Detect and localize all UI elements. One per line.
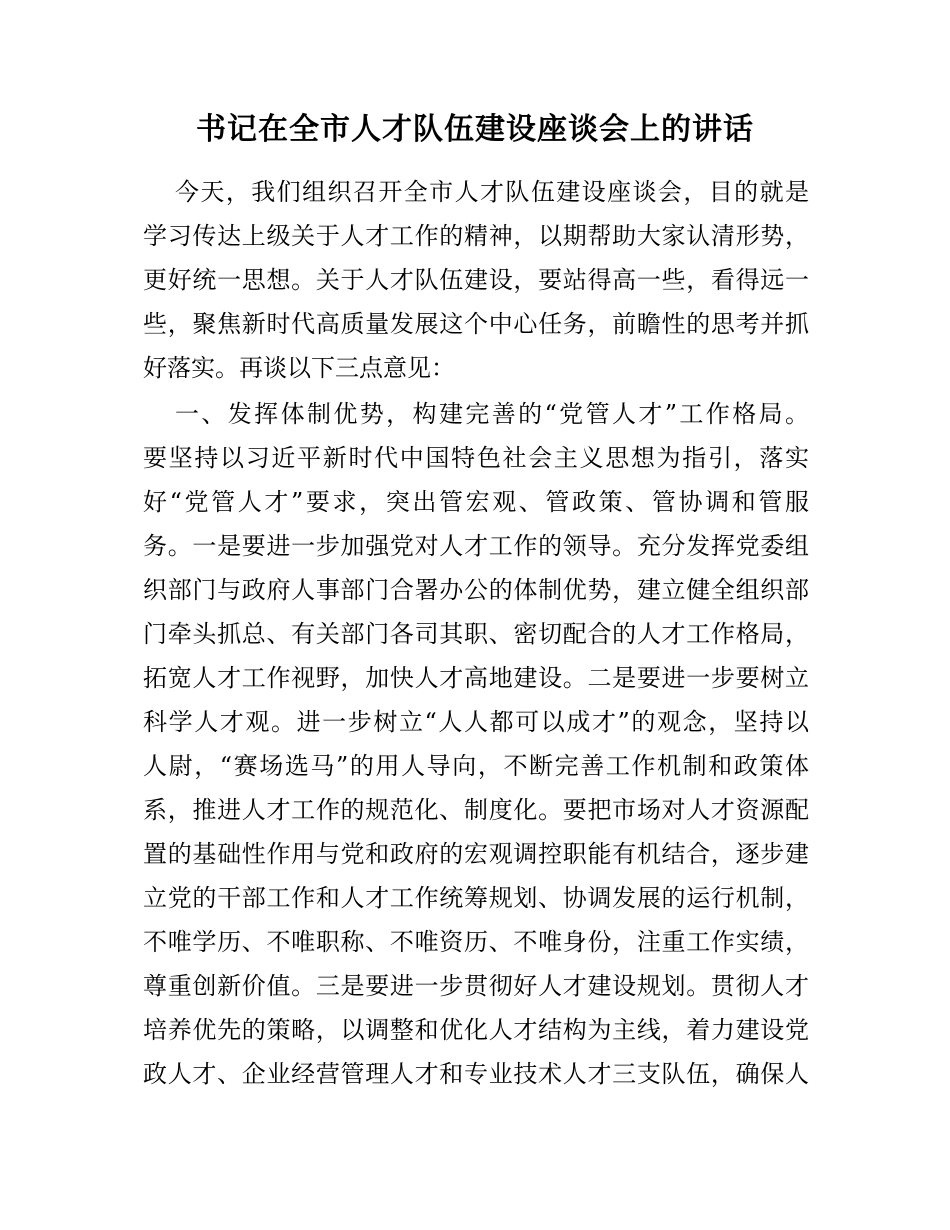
paragraph-2-line-7: 拓宽人才工作视野，加快人才高地建设。二是要进一步要树立 xyxy=(143,664,809,692)
paragraph-2-line-14: 尊重创新价值。三是要进一步贯彻好人才建设规划。贯彻人才 xyxy=(143,972,809,1000)
paragraph-2-line-16: 政人才、企业经营管理人才和专业技术人才三支队伍，确保人 xyxy=(143,1060,809,1088)
paragraph-1-line-4: 些，聚焦新时代高质量发展这个中心任务，前瞻性的思考并抓 xyxy=(143,310,809,338)
paragraph-1-line-1: 今天，我们组织召开全市人才队伍建设座谈会，目的就是 xyxy=(175,178,809,206)
paragraph-2-line-13: 不唯学历、不唯职称、不唯资历、不唯身份，注重工作实绩， xyxy=(143,928,809,956)
paragraph-2-line-8: 科学人才观。进一步树立“人人都可以成才”的观念，坚持以 xyxy=(143,708,809,736)
paragraph-1-line-3: 更好统一思想。关于人才队伍建设，要站得高一些，看得远一 xyxy=(143,266,809,294)
paragraph-2-line-6: 门牵头抓总、有关部门各司其职、密切配合的人才工作格局， xyxy=(143,620,809,648)
paragraph-2-line-5: 织部门与政府人事部门合署办公的体制优势，建立健全组织部 xyxy=(143,576,809,604)
paragraph-2-line-3: 好“党管人才”要求，突出管宏观、管政策、管协调和管服 xyxy=(143,488,809,516)
paragraph-2-line-9: 人尉，“赛场选马”的用人导向，不断完善工作机制和政策体 xyxy=(143,752,809,780)
paragraph-1-line-2: 学习传达上级关于人才工作的精神，以期帮助大家认清形势， xyxy=(143,222,809,250)
paragraph-2-line-15: 培养优先的策略，以调整和优化人才结构为主线，着力建设党 xyxy=(143,1016,809,1044)
paragraph-2-line-4: 务。一是要进一步加强党对人才工作的领导。充分发挥党委组 xyxy=(143,532,809,560)
paragraph-2-line-1: 一、发挥体制优势，构建完善的“党管人才”工作格局。 xyxy=(175,400,809,428)
paragraph-2-line-11: 置的基础性作用与党和政府的宏观调控职能有机结合，逐步建 xyxy=(143,840,809,868)
paragraph-2-line-2: 要坚持以习近平新时代中国特色社会主义思想为指引，落实 xyxy=(143,444,809,472)
paragraph-2-line-10: 系，推进人才工作的规范化、制度化。要把市场对人才资源配 xyxy=(143,796,809,824)
paragraph-2-line-12: 立党的干部工作和人才工作统筹规划、协调发展的运行机制， xyxy=(143,884,809,912)
paragraph-1-line-5: 好落实。再谈以下三点意见： xyxy=(143,354,455,382)
document-title: 书记在全市人才队伍建设座谈会上的讲话 xyxy=(196,112,754,147)
